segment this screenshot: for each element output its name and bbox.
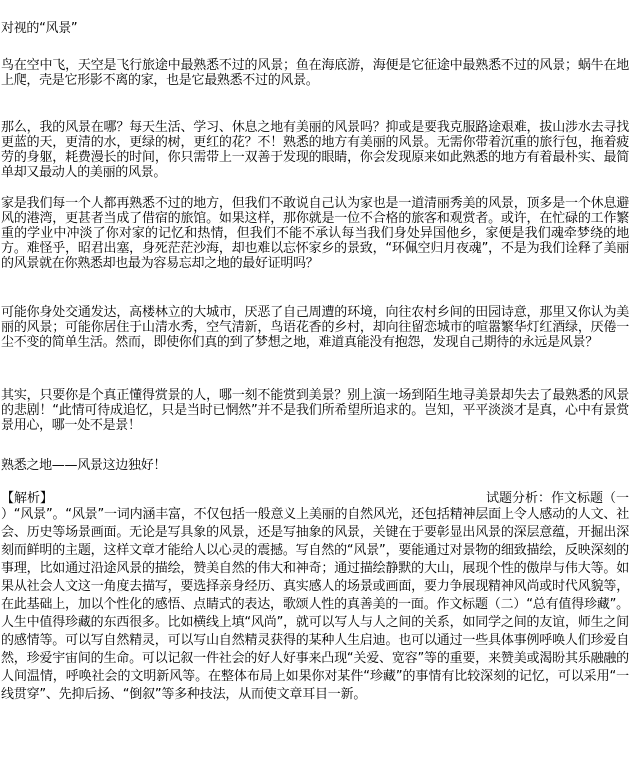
essay-paragraph-4: 可能你身处交通发达，高楼林立的大城市，厌恶了自己周遭的环境，向往农村乡间的田园诗意，那里又你认为美丽的风景；可能你居住于山清水秀，空气清新，鸟语花香的乡村，却向往留恋城市的喧嚣繁华灯红酒绿，厌倦一尘不变的简单生活。然而，即使你们真的到了梦想之地，难道真能没有抱怨，发现自己期待的永远是风景？ [1,305,629,350]
essay-paragraph-5: 其实，只要你是个真正懂得赏景的人，哪一刻不能赏到美景？别上演一场到陌生地寻美景却失去了最熟悉的风景的悲剧！“此情可待成追忆，只是当时已惘然”并不是我们所希望所追求的。岂知，平平淡淡才是真，心中有景赏景用心，哪一处不是景！ [1,388,629,433]
essay-paragraph-3: 家是我们每一个人都再熟悉不过的地方，但我们不敢说自己认为家也是一道清丽秀美的风景，顶多是一个休息避风的港湾，更甚者当成了借宿的旅馆。如果这样，那你就是一位不合格的旅客和观赏者。或许，在忙碌的工作繁重的学业中冲淡了你对家的记忆和热情，但我们不能不承认每当我们身处异国他乡，家便是我们魂牵梦绕的地方。难怪乎，昭君出塞，身死茫茫沙海，却也难以忘怀家乡的景致，“环佩空归月夜魂”，不是为我们诠释了美丽的风景就在你熟悉却也最为容易忘却之地的最好证明吗？ [1,196,629,271]
analysis-header [1,491,629,506]
essay-paragraph-1: 鸟在空中飞，天空是飞行旅途中最熟悉不过的风景；鱼在海底游，海便是它征途中最熟悉不过的风景；蜗牛在地上爬，壳是它形影不离的家，也是它最熟悉不过的风景。 [1,58,629,88]
essay-paragraph-2: 那么，我的风景在哪？每天生活、学习、休息之地有美丽的风景吗？抑或是要我克服路途艰难，拔山涉水去寻找更蓝的天，更清的水，更绿的树，更红的花？不！熟悉的地方有美丽的风景。无需你带着沉重的旅行包，拖着疲劳的身躯，耗费漫长的时间，你只需带上一双善于发现的眼睛，你会发现原来如此熟悉的地方有着最朴实、最简单却又最动人的美丽的风景。 [1,120,629,180]
analysis-section [1,491,629,704]
analysis-body: ）“风景”。“风景”一词内涵丰富，不仅包括一般意义上美丽的自然风光，还包括精神层面上令人感动的人文、社会、历史等场景画面。无论是写具象的风景，还是写抽象的风景，关键在于要彰显出风景的深层意蕴，开掘出深刻而鲜明的主题，这样文章才能给人以心灵的震撼。写自然的“风景”，要能通过对景物的细致描绘，反映深刻的事理，比如通过沿途风景的描绘，赞美自然的伟大和神奇；通过描绘静默的大山，展现个性的傲岸与伟大等。如果从社会人文这一角度去描写，要选择亲身经历、真实感人的场景或画面，要力争展现精神风尚或时代风貌等，在此基础上，加以个性化的感悟、点睛式的表达，歌颂人性的真善美的一面。作文标题（二）“总有值得珍藏”。人生中值得珍藏的东西很多。比如横线上填“风尚”，就可以写人与人之间的关系，如同学之间的友谊，师生之间的感情等。可以写自然精灵，可以写山自然精灵获得的某种人生启迪。也可以通过一些具体事例呼唤人们珍爱自然，珍爱宇宙间的生命。可以记叙一件社会的好人好事来凸现“关爱、宽容”等的重要，来赞美或渴盼其乐融融的人间温情，呼唤社会的文明新风等。在整体布局上如果你对某件“珍藏”的事情有比较深刻的记忆，可以采用“一线贯穿”、先抑后扬、“倒叙”等多种技法，从而使文章耳目一新。 [1,507,629,702]
essay-closing-line: 熟悉之地——风景这边独好！ [1,458,167,473]
essay-title: 对视的“风景” [1,21,78,36]
analysis-subtitle: 试题分析：作文标题（一 [485,491,629,506]
analysis-label: 【解析】 [1,491,54,506]
